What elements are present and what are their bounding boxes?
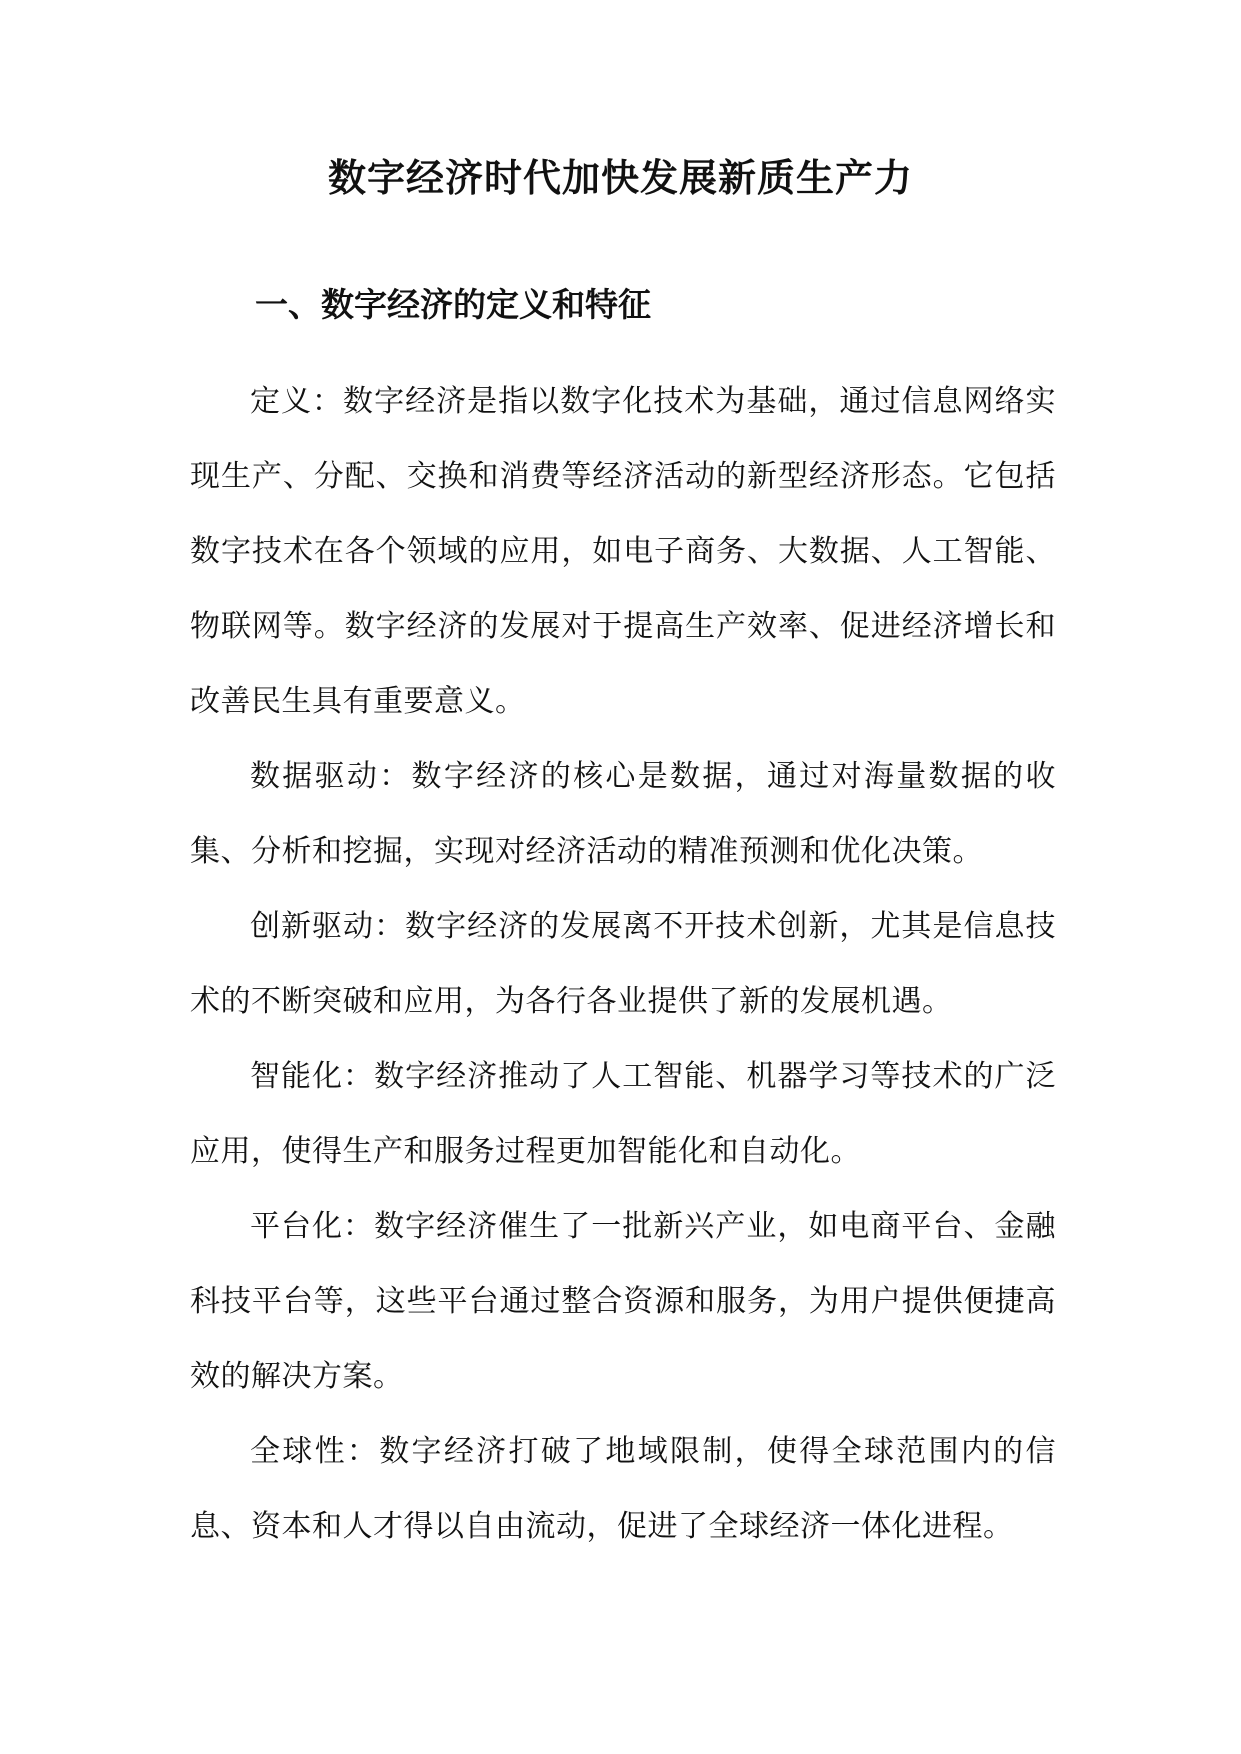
paragraph-global: 全球性：数字经济打破了地域限制，使得全球范围内的信息、资本和人才得以自由流动，促进了全球经济一体化进程。 (190, 1434, 1056, 1544)
paragraph-definition: 定义：数字经济是指以数字化技术为基础，通过信息网络实现生产、分配、交换和消费等经济活动的新型经济形态。它包括数字技术在各个领域的应用，如电子商务、大数据、人工智能、物联网等。数字经济的发展对于提高生产效率、促进经济增长和改善民生具有重要意义。 (190, 384, 1056, 719)
paragraph-intelligent: 智能化：数字经济推动了人工智能、机器学习等技术的广泛应用，使得生产和服务过程更加智能化和自动化。 (190, 1059, 1056, 1169)
paragraph-platform: 平台化：数字经济催生了一批新兴产业，如电商平台、金融科技平台等，这些平台通过整合资源和服务，为用户提供便捷高效的解决方案。 (190, 1209, 1056, 1394)
paragraph-data-driven: 数据驱动：数字经济的核心是数据，通过对海量数据的收集、分析和挖掘，实现对经济活动的精准预测和优化决策。 (190, 759, 1056, 869)
section-heading: 一、数字经济的定义和特征 (255, 285, 651, 324)
paragraph-innovation-driven: 创新驱动：数字经济的发展离不开技术创新，尤其是信息技术的不断突破和应用，为各行各业提供了新的发展机遇。 (190, 909, 1056, 1019)
body-text (190, 364, 1056, 1564)
document-title: 数字经济时代加快发展新质生产力 (327, 155, 913, 200)
